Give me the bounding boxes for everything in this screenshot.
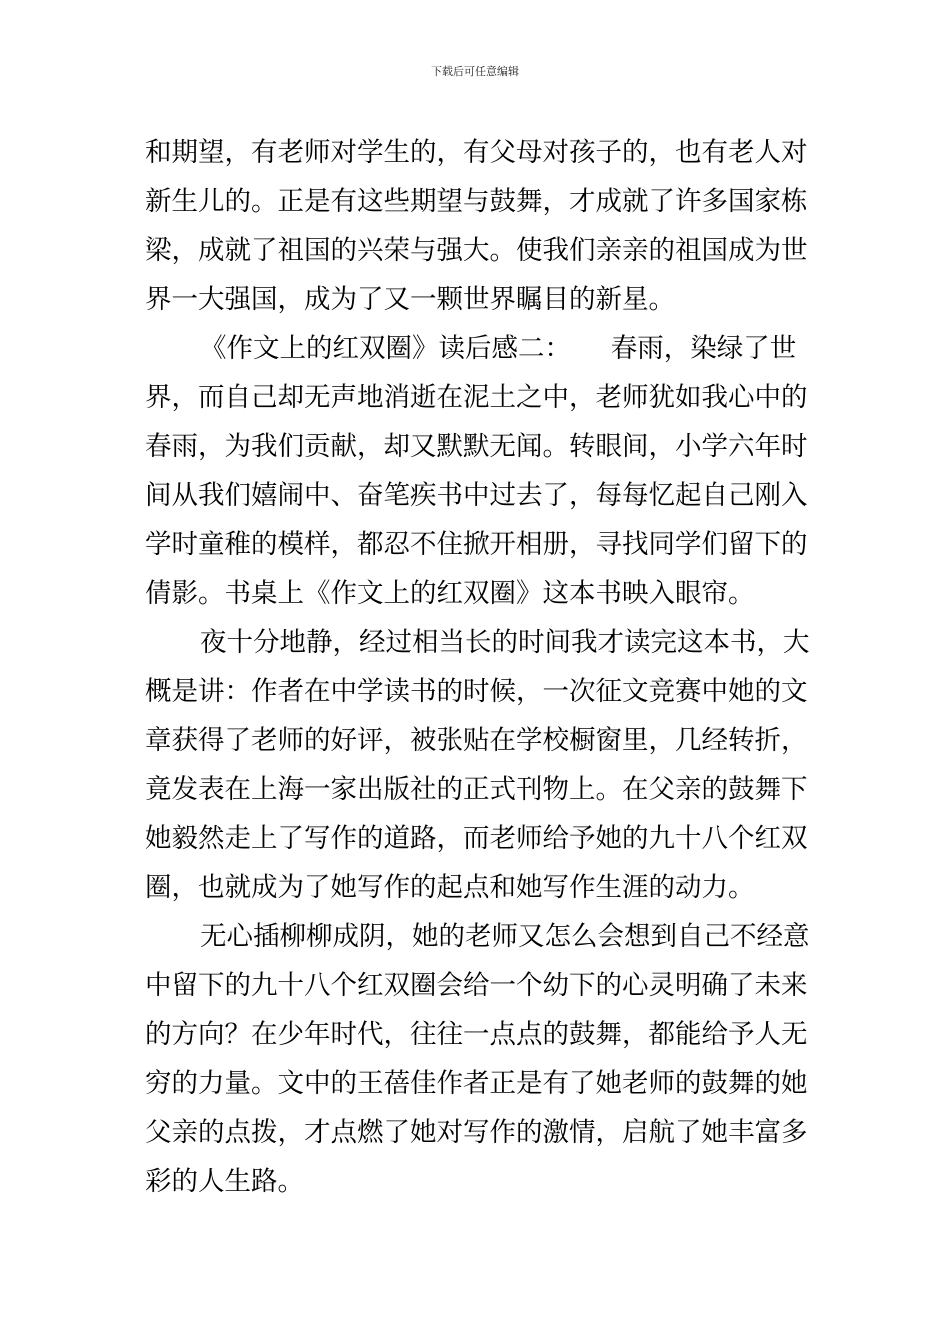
text-line: 倩影。书桌上《作文上的红双圈》这本书映入眼帘。 <box>145 578 755 609</box>
text-line: 彩的人生路。 <box>145 1166 304 1197</box>
page-header: 下载后可任意编辑 <box>431 65 519 78</box>
document-body <box>145 128 810 1206</box>
text-line: 界，而自己却无声地消逝在泥土之中，老师犹如我心中的 <box>145 382 808 413</box>
text-line: 概是讲：作者在中学读书的时候，一次征文竞赛中她的文 <box>145 676 808 707</box>
text-line: 界一大强国，成为了又一颗世界瞩目的新星。 <box>145 284 675 315</box>
text-line: 和期望，有老师对学生的，有父母对孩子的，也有老人对 <box>145 137 808 168</box>
text-line: 章获得了老师的好评，被张贴在学校橱窗里，几经转折， <box>145 725 808 756</box>
text-line: 圈，也就成为了她写作的起点和她写作生涯的动力。 <box>145 872 755 903</box>
text-line: 她毅然走上了写作的道路，而老师给予她的九十八个红双 <box>145 823 808 854</box>
paragraph-start-line: 夜十分地静，经过相当长的时间我才读完这本书，大 <box>200 627 810 658</box>
text-line: 中留下的九十八个红双圈会给一个幼下的心灵明确了未来 <box>145 970 808 1001</box>
text-line: 间从我们嬉闹中、奋笔疾书中过去了，每每忆起自己刚入 <box>145 480 808 511</box>
text-line: 父亲的点拨，才点燃了她对写作的激情，启航了她丰富多 <box>145 1117 808 1148</box>
paragraph-start-line: 无心插柳柳成阴，她的老师又怎么会想到自己不经意 <box>200 921 810 952</box>
text-line: 梁，成就了祖国的兴荣与强大。使我们亲亲的祖国成为世 <box>145 235 808 266</box>
text-line: 新生儿的。正是有这些期望与鼓舞，才成就了许多国家栋 <box>145 186 808 217</box>
text-line: 竟发表在上海一家出版社的正式刊物上。在父亲的鼓舞下 <box>145 774 808 805</box>
text-line: 穷的力量。文中的王蓓佳作者正是有了她老师的鼓舞的她 <box>145 1068 808 1099</box>
text-line: 学时童稚的模样，都忍不住掀开相册，寻找同学们留下的 <box>145 529 808 560</box>
paragraph-start-line: 《作文上的红双圈》读后感二： 春雨，染绿了世 <box>200 333 797 364</box>
text-line: 春雨，为我们贡献，却又默默无闻。转眼间，小学六年时 <box>145 431 808 462</box>
text-line: 的方向？在少年时代，往往一点点的鼓舞，都能给予人无 <box>145 1019 808 1050</box>
